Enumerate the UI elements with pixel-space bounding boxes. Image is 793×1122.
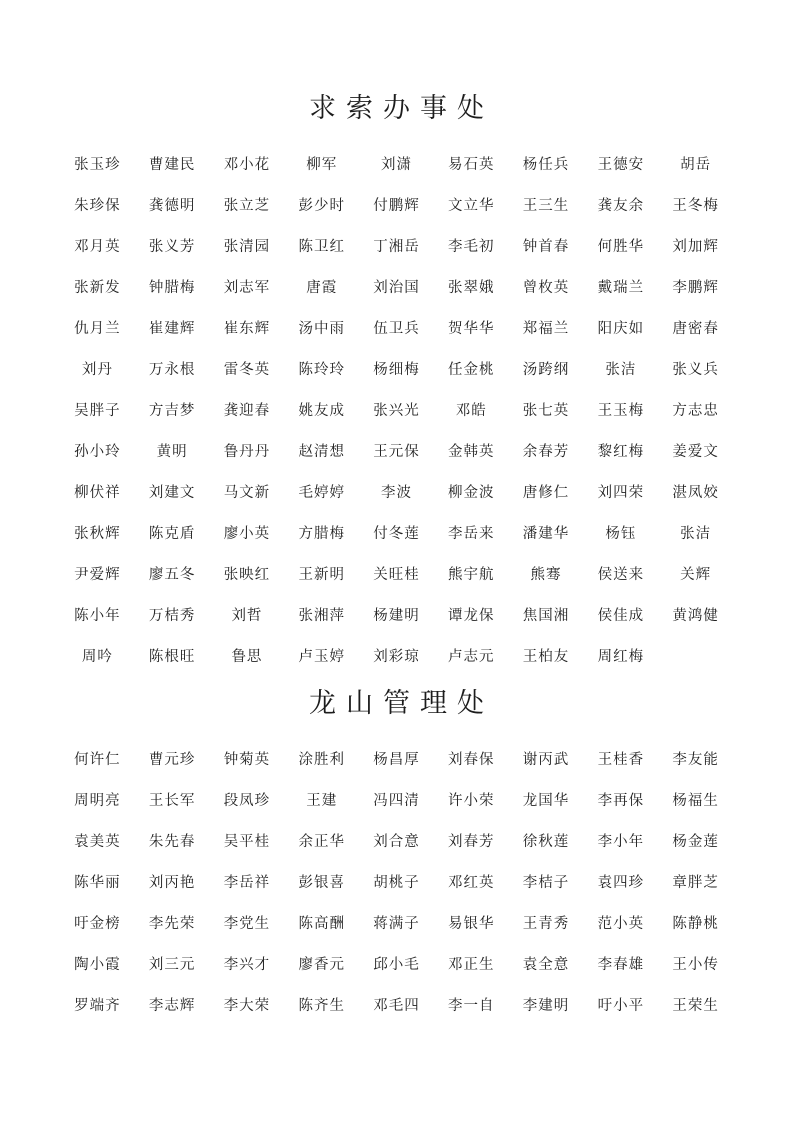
name-cell: 刘建文: [148, 485, 196, 501]
name-cell: 刘合意: [373, 834, 420, 850]
name-cell: 姜爱文: [672, 444, 719, 460]
name-cell: 吁金榜: [74, 916, 121, 932]
name-cell: 孙小玲: [74, 444, 121, 460]
name-cell: 王柏友: [522, 649, 570, 665]
name-cell: 刘春保: [448, 752, 495, 768]
name-cell: 王荣生: [672, 998, 719, 1014]
name-cell: 张秋辉: [74, 526, 121, 542]
name-cell: 汤中雨: [298, 321, 345, 337]
name-cell: 张翠娥: [448, 280, 495, 296]
name-cell: 廖香元: [298, 957, 345, 973]
name-cell: [658, 637, 733, 678]
name-cell: 刘加辉: [672, 239, 719, 255]
name-cell: 毛婷婷: [298, 485, 345, 501]
name-cell: 崔东辉: [223, 321, 271, 337]
name-cell: 关辉: [680, 567, 712, 583]
name-cell: 李岳来: [448, 526, 495, 542]
name-cell: 邓月英: [74, 239, 121, 255]
name-cell: 余春芳: [522, 444, 570, 460]
name-cell: 朱先春: [148, 834, 196, 850]
name-cell: 陈齐生: [298, 998, 345, 1014]
name-cell: 刘志军: [223, 280, 271, 296]
name-cell: 王三生: [522, 198, 570, 214]
name-cell: 王德安: [597, 157, 645, 173]
name-cell: 刘四荣: [597, 485, 645, 501]
name-cell: 杨细梅: [373, 362, 420, 378]
name-cell: 廖小英: [223, 526, 271, 542]
name-cell: 侯送来: [597, 567, 645, 583]
name-cell: 钟首春: [522, 239, 570, 255]
name-cell: 杨福生: [672, 793, 719, 809]
name-cell: 侯佳成: [597, 608, 645, 624]
name-cell: 李桔子: [522, 875, 570, 891]
name-cell: 陈高酬: [298, 916, 345, 932]
name-cell: 龙国华: [522, 793, 570, 809]
section-qiusuo: [60, 86, 733, 678]
name-cell: 张义芳: [148, 239, 196, 255]
name-cell: 陈小年: [74, 608, 121, 624]
name-cell: 吴胖子: [74, 403, 121, 419]
name-cell: 汤跨纲: [522, 362, 570, 378]
name-cell: 雷冬英: [223, 362, 271, 378]
name-cell: 胡岳: [680, 157, 712, 173]
name-cell: 仇月兰: [74, 321, 121, 337]
name-cell: 张新发: [74, 280, 121, 296]
name-cell: 郑福兰: [522, 321, 570, 337]
name-cell: 杨昌厚: [373, 752, 420, 768]
name-cell: 张兴光: [373, 403, 420, 419]
name-cell: 鲁思: [231, 649, 263, 665]
name-cell: 唐霞: [306, 280, 338, 296]
name-cell: 何许仁: [74, 752, 121, 768]
name-cell: 柳军: [306, 157, 338, 173]
name-cell: 廖五冬: [148, 567, 196, 583]
name-cell: 潘建华: [522, 526, 570, 542]
name-cell: 李岳祥: [223, 875, 271, 891]
name-cell: 谭龙保: [448, 608, 495, 624]
name-cell: 张映红: [223, 567, 271, 583]
name-cell: 卢志元: [448, 649, 495, 665]
name-cell: 王长军: [148, 793, 196, 809]
name-cell: 张义兵: [672, 362, 719, 378]
name-cell: 刘春芳: [448, 834, 495, 850]
name-cell: 龚友余: [597, 198, 645, 214]
name-cell: 曹元珍: [148, 752, 196, 768]
name-cell: 彭银喜: [298, 875, 345, 891]
section-longshan: [60, 681, 733, 1027]
name-cell: 李先荣: [148, 916, 196, 932]
name-cell: 马文新: [223, 485, 271, 501]
name-cell: 李小年: [597, 834, 645, 850]
name-cell: 黎红梅: [597, 444, 645, 460]
name-cell: 湛凤姣: [672, 485, 719, 501]
name-cell: 刘彩琼: [373, 649, 420, 665]
name-cell: 易石英: [448, 157, 495, 173]
name-cell: 陈华丽: [74, 875, 121, 891]
name-cell: 付冬莲: [373, 526, 420, 542]
name-cell: 姚友成: [298, 403, 345, 419]
name-cell: 袁全意: [522, 957, 570, 973]
name-cell: 罗端齐: [74, 998, 121, 1014]
name-cell: 章胖芝: [672, 875, 719, 891]
name-cell: 王新明: [298, 567, 345, 583]
name-cell: 熊宇航: [448, 567, 495, 583]
name-cell: 张洁: [605, 362, 637, 378]
name-cell: 胡桃子: [373, 875, 420, 891]
name-cell: 陶小霞: [74, 957, 121, 973]
name-cell: 伍卫兵: [373, 321, 420, 337]
name-cell: 王小传: [672, 957, 719, 973]
name-cell: 赵清想: [298, 444, 345, 460]
name-cell: 周红梅: [597, 649, 645, 665]
name-cell: 曹建民: [148, 157, 196, 173]
name-cell: 邓毛四: [373, 998, 420, 1014]
name-cell: 钟菊英: [223, 752, 271, 768]
name-cell: 柳金波: [448, 485, 495, 501]
name-cell: 李鹏辉: [672, 280, 719, 296]
name-cell: 周吟: [81, 649, 113, 665]
name-cell: 王玉梅: [597, 403, 645, 419]
name-cell: 方志忠: [672, 403, 719, 419]
name-cell: 方吉梦: [148, 403, 196, 419]
name-cell: 张清园: [223, 239, 271, 255]
name-cell: 李再保: [597, 793, 645, 809]
name-cell: 张玉珍: [74, 157, 121, 173]
name-cell: 吁小平: [597, 998, 645, 1014]
section-title-longshan: 龙山管理处: [309, 688, 494, 719]
name-cell: 袁美英: [74, 834, 121, 850]
name-cell: 邱小毛: [373, 957, 420, 973]
name-cell: 龚迎春: [223, 403, 271, 419]
name-cell: 陈根旺: [148, 649, 196, 665]
name-cell: 谢丙武: [522, 752, 570, 768]
name-cell: 陈克盾: [148, 526, 196, 542]
name-cell: 李友能: [672, 752, 719, 768]
name-cell: 关旺桂: [373, 567, 420, 583]
name-cell: 鲁丹丹: [223, 444, 271, 460]
name-cell: 金韩英: [448, 444, 495, 460]
name-cell: 阳庆如: [597, 321, 645, 337]
name-cell: 邓小花: [223, 157, 271, 173]
name-cell: 邓红英: [448, 875, 495, 891]
name-cell: 任金桃: [448, 362, 495, 378]
name-cell: 李大荣: [223, 998, 271, 1014]
name-cell: 周明亮: [74, 793, 121, 809]
name-cell: 陈卫红: [298, 239, 345, 255]
name-cell: 李波: [380, 485, 412, 501]
name-cell: 杨金莲: [672, 834, 719, 850]
name-cell: 唐修仁: [522, 485, 570, 501]
name-cell: 李春雄: [597, 957, 645, 973]
name-cell: 张洁: [680, 526, 712, 542]
name-cell: 朱珍保: [74, 198, 121, 214]
name-cell: 许小荣: [448, 793, 495, 809]
name-cell: 焦国湘: [522, 608, 570, 624]
name-cell: 柳伏祥: [74, 485, 121, 501]
name-cell: 冯四清: [373, 793, 420, 809]
name-cell: 贺华华: [448, 321, 495, 337]
name-cell: 刘丹: [81, 362, 113, 378]
name-cell: 唐密春: [672, 321, 719, 337]
name-cell: 王青秀: [522, 916, 570, 932]
name-cell: 蒋满子: [373, 916, 420, 932]
name-cell: 易银华: [448, 916, 495, 932]
name-cell: 王桂香: [597, 752, 645, 768]
name-cell: 刘治国: [373, 280, 420, 296]
name-cell: 何胜华: [597, 239, 645, 255]
name-cell: 丁湘岳: [373, 239, 420, 255]
name-cell: 文立华: [448, 198, 495, 214]
name-cell: 李一自: [448, 998, 495, 1014]
name-cell: 尹爱辉: [74, 567, 121, 583]
name-cell: 陈玲玲: [298, 362, 345, 378]
name-cell: 王元保: [373, 444, 420, 460]
names-grid-qiusuo: [60, 145, 733, 678]
name-cell: 崔建辉: [148, 321, 196, 337]
name-cell: 张立芝: [223, 198, 271, 214]
name-cell: 万桔秀: [148, 608, 196, 624]
name-cell: 吴平桂: [223, 834, 271, 850]
name-cell: 段凤珍: [223, 793, 271, 809]
names-grid-longshan: [60, 740, 733, 1027]
name-cell: 王建: [306, 793, 338, 809]
name-cell: 邓皓: [455, 403, 487, 419]
name-cell: 陈静桃: [672, 916, 719, 932]
name-cell: 彭少时: [298, 198, 345, 214]
name-cell: 钟腊梅: [148, 280, 196, 296]
name-cell: 涂胜利: [298, 752, 345, 768]
name-cell: 刘潇: [380, 157, 412, 173]
name-cell: 李志辉: [148, 998, 196, 1014]
name-cell: 李建明: [522, 998, 570, 1014]
name-cell: 张湘萍: [298, 608, 345, 624]
name-cell: 付鹏辉: [373, 198, 420, 214]
name-cell: 杨钰: [605, 526, 637, 542]
name-cell: 熊骞: [530, 567, 562, 583]
name-cell: 张七英: [522, 403, 570, 419]
name-cell: 李党生: [223, 916, 271, 932]
name-cell: 刘丙艳: [148, 875, 196, 891]
name-cell: 余正华: [298, 834, 345, 850]
section-title-qiusuo: 求索办事处: [309, 93, 494, 124]
name-cell: 曾枚英: [522, 280, 570, 296]
name-cell: 卢玉婷: [298, 649, 345, 665]
name-cell: 徐秋莲: [522, 834, 570, 850]
name-cell: 邓正生: [448, 957, 495, 973]
name-cell: 刘哲: [231, 608, 263, 624]
name-cell: 刘三元: [148, 957, 196, 973]
name-cell: 万永根: [148, 362, 196, 378]
name-cell: 杨任兵: [522, 157, 570, 173]
name-cell: 李毛初: [448, 239, 495, 255]
name-cell: 袁四珍: [597, 875, 645, 891]
name-cell: 龚德明: [148, 198, 196, 214]
name-cell: 黄明: [156, 444, 188, 460]
name-cell: 杨建明: [373, 608, 420, 624]
name-cell: 黄鸿健: [672, 608, 719, 624]
name-cell: 范小英: [597, 916, 645, 932]
name-cell: 方腊梅: [298, 526, 345, 542]
name-cell: 戴瑞兰: [597, 280, 645, 296]
name-cell: 王冬梅: [672, 198, 719, 214]
name-cell: 李兴才: [223, 957, 271, 973]
